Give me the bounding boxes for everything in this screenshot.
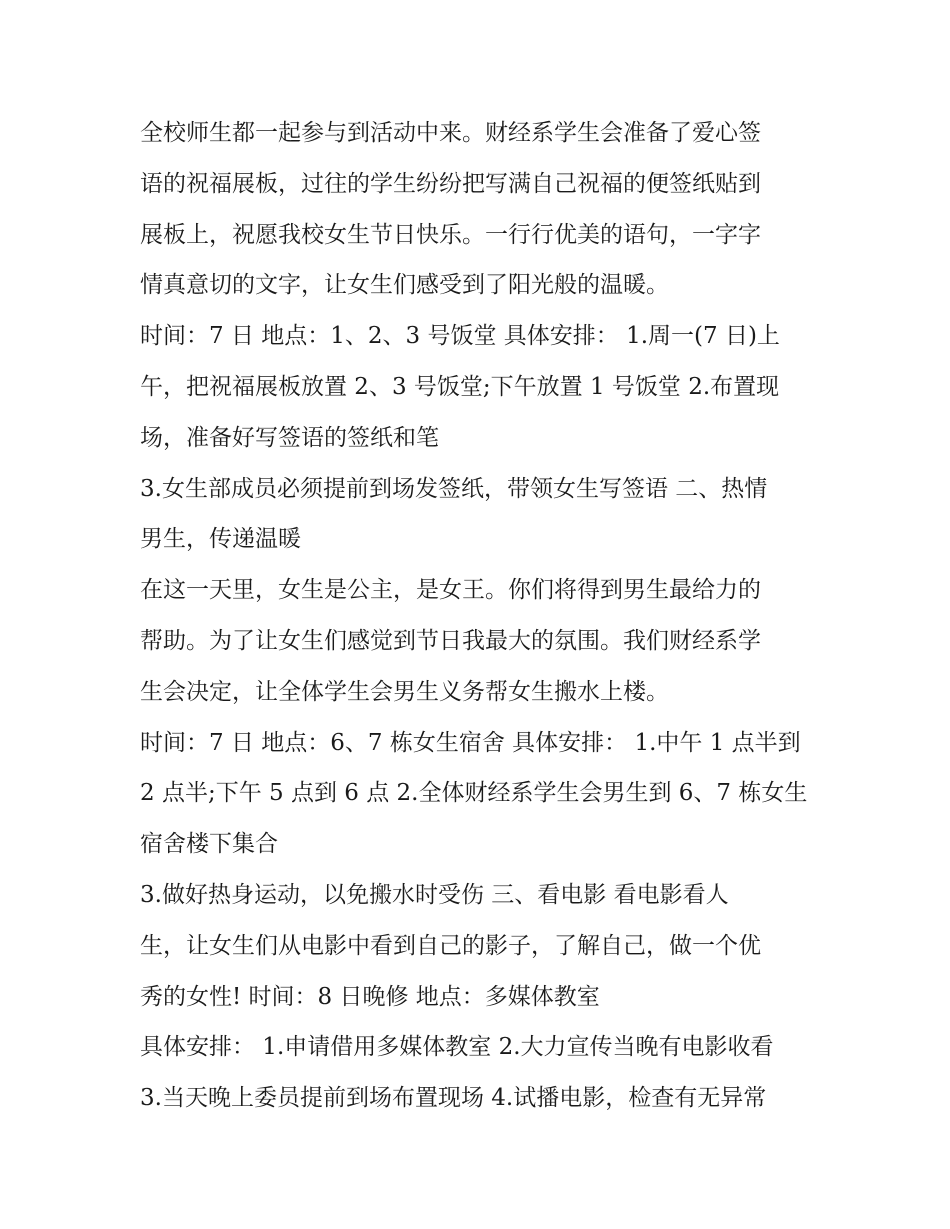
text-line: 场，准备好写签语的签纸和笔: [140, 424, 439, 451]
text-line: 情真意切的文字，让女生们感受到了阳光般的温暖。: [140, 272, 669, 299]
text-line: 时间：7 日 地点：6、7 栋女生宿舍 具体安排： 1.中午 1 点半到: [140, 729, 801, 756]
text-line: 具体安排： 1.申请借用多媒体教室 2.大力宣传当晚有电影收看: [140, 1034, 774, 1061]
text-line: 3.女生部成员必须提前到场发签纸，带领女生写签语 二、热情: [140, 475, 768, 502]
text-line: 语的祝福展板，过往的学生纷纷把写满自己祝福的便签纸贴到: [140, 170, 761, 197]
document-body: [140, 108, 820, 1124]
text-line: 男生，传递温暖: [140, 526, 301, 553]
text-line: 3.当天晚上委员提前到场布置现场 4.试播电影，检查有无异常: [140, 1085, 767, 1112]
text-line: 宿舍楼下集合: [140, 831, 278, 858]
text-line: 3.做好热身运动，以免搬水时受伤 三、看电影 看电影看人: [140, 881, 729, 908]
text-line: 展板上，祝愿我校女生节日快乐。一行行优美的语句，一字字: [140, 221, 761, 248]
text-line: 秀的女性! 时间：8 日晚修 地点：多媒体教室: [140, 983, 600, 1010]
text-line: 2 点半;下午 5 点到 6 点 2.全体财经系学生会男生到 6、7 栋女生: [140, 780, 808, 807]
text-line: 午，把祝福展板放置 2、3 号饭堂;下午放置 1 号饭堂 2.布置现: [140, 373, 780, 400]
text-line: 生，让女生们从电影中看到自己的影子，了解自己，做一个优: [140, 932, 761, 959]
text-line: 全校师生都一起参与到活动中来。财经系学生会准备了爱心签: [140, 120, 761, 146]
text-line: 帮助。为了让女生们感觉到节日我最大的氛围。我们财经系学: [140, 627, 761, 654]
text-line: 生会决定，让全体学生会男生义务帮女生搬水上楼。: [140, 678, 669, 705]
text-line: 在这一天里，女生是公主，是女王。你们将得到男生最给力的: [140, 577, 761, 604]
text-line: 时间：7 日 地点：1、2、3 号饭堂 具体安排： 1.周一(7 日)上: [140, 323, 780, 350]
